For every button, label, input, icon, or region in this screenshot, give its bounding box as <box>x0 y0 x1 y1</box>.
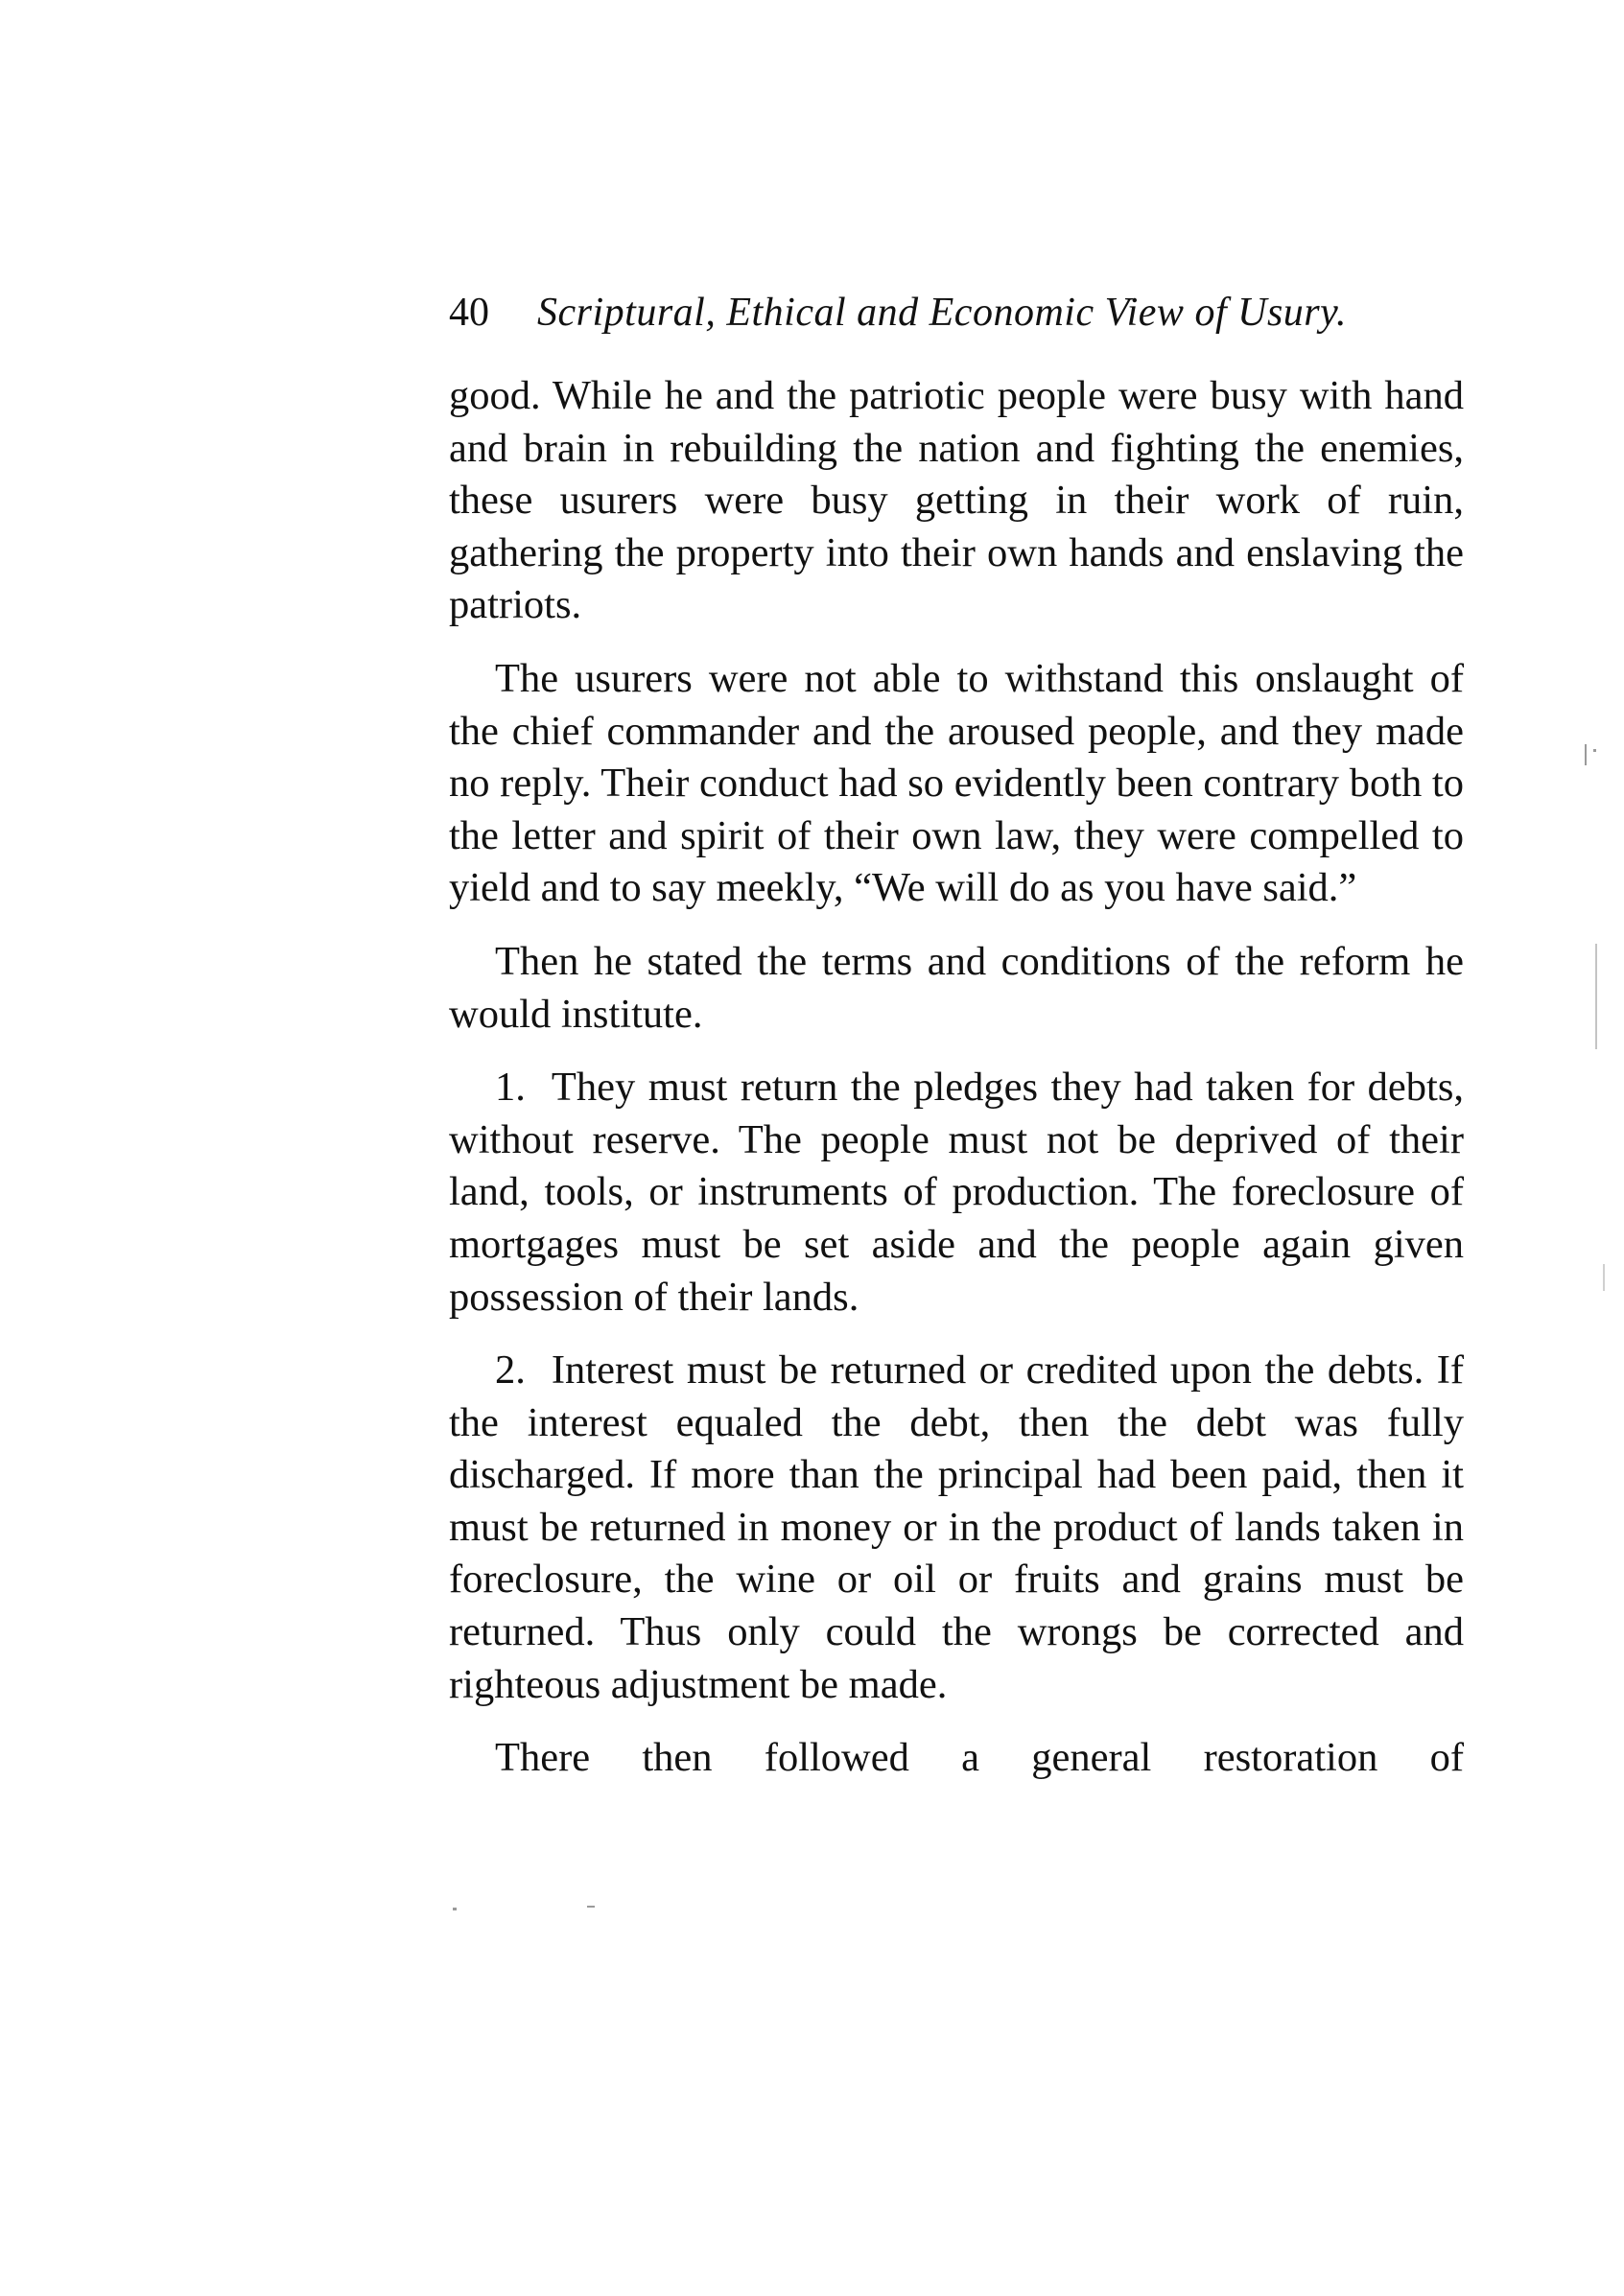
list-item-text: They must return the pledges they had taken for debts, without reserve. The people must not be deprived of their land, tools, or instruments of production. The foreclosure of mortgages must be set aside and the people again given possession of their lands. <box>449 1065 1464 1320</box>
running-title: Scriptural, Ethical and Economic View of Usury. <box>537 291 1347 335</box>
list-number: 1. <box>495 1065 526 1111</box>
paragraph-terms-intro: Then he stated the terms and conditions of the reform he would institute. <box>449 938 1464 1037</box>
page-number: 40 <box>449 291 489 335</box>
list-number: 2. <box>495 1347 526 1394</box>
scan-mark <box>453 1908 457 1910</box>
list-item-1 <box>449 1062 1464 1324</box>
scan-mark <box>587 1906 595 1908</box>
list-item-2 <box>449 1345 1464 1711</box>
list-item-text: Interest must be returned or credited upon the debts. If the interest equaled the debt, then the debt was fully discharged. If more than the principal had been paid, then it must be returned in money or in the product of lands taken in foreclosure, the wine or oil or fruits and grains must be returned. Thus only could the wrongs be corrected and righteous adjustment be made. <box>449 1347 1464 1707</box>
scan-mark <box>1585 744 1587 765</box>
paragraph-continuation: good. While he and the patriotic people were busy with hand and brain in rebuilding the nation and fighting the enemies, these usurers were busy getting in their work of ruin, gathering the property into their own hands and enslaving the patriots. <box>449 373 1464 628</box>
scan-mark <box>1603 1264 1605 1291</box>
scan-mark <box>1593 749 1596 752</box>
paragraph-restoration: There then followed a general restoration of <box>495 1735 1464 1781</box>
scan-mark <box>1595 944 1597 1049</box>
body-text <box>449 370 1464 1806</box>
page-header <box>449 284 1427 341</box>
paragraph-usurers-reply: The usurers were not able to withstand this onslaught of the chief commander and the aroused people, and they made no reply. Their conduct had so evidently been contrary both to the letter and spirit of their own law, they were compelled to yield and to say meekly, “We will do as you have said.” <box>449 655 1464 911</box>
